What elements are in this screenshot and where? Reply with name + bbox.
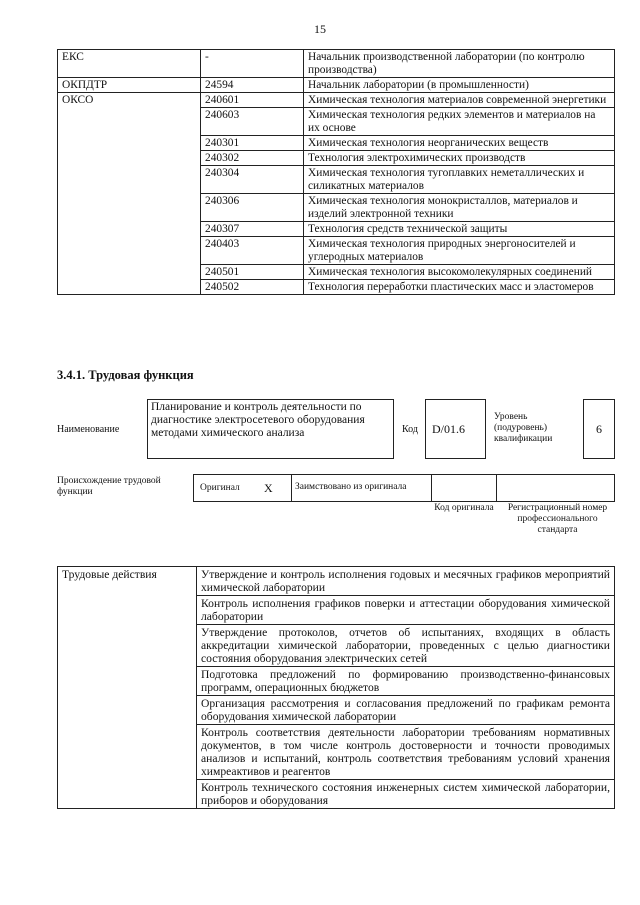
section-title: 3.4.1. Трудовая функция [57,368,194,382]
labor-action-item: Контроль соответствия деятельности лаборатории требованиям нормативных документов, в том числе контроль достоверности и точности проводимых анализов и испытаний, контроль соответствия требованиям условий хранения химреактивов и реагентов [197,725,615,780]
classifier-code: 240306 [201,194,304,222]
labor-action-row [58,567,615,596]
level-label: Уровень (подуровень) квалификации [494,412,553,444]
classifier-title: Химическая технология материалов современной энергетики [304,93,615,108]
labor-action-item: Утверждение и контроль исполнения годовых и месячных графиков мероприятий химической лаборатории [197,567,615,596]
page-number: 15 [314,22,326,36]
code-original-cell [431,474,497,502]
origin-label: Происхождение трудовой функции [57,476,161,497]
classifier-title: Начальник лаборатории (в промышленности) [304,78,615,93]
function-code: D/01.6 [425,399,486,459]
borrowed-cell [291,474,432,502]
classifier-code: 240307 [201,222,304,237]
classifier-title: Технология электрохимических производств [304,151,615,166]
function-name: Планирование и контроль деятельности по диагностике электросетевого оборудования методами химического анализа [147,399,394,459]
classifier-code: 240601 [201,93,304,108]
classifier-title: Химическая технология редких элементов и материалов на их основе [304,108,615,136]
classifier-name: ОКСО [58,93,201,295]
classifier-title: Химическая технология монокристаллов, материалов и изделий электронной техники [304,194,615,222]
original-mark: X [264,481,273,495]
classifier-title: Химическая технология высокомолекулярных соединений [304,265,615,280]
classifier-code: 240403 [201,237,304,265]
classifier-name: ЕКС [58,50,201,78]
classifier-row [58,78,615,93]
classifier-code: 240301 [201,136,304,151]
original-label: Оригинал [200,483,240,493]
classifier-table [57,49,615,295]
original-cell [193,474,292,502]
classifier-row [58,93,615,108]
classifier-code: 240603 [201,108,304,136]
labor-action-item: Утверждение протоколов, отчетов об испытаниях, входящих в область аккредитации химической лаборатории, проведенных с целью диагностики состояния оборудования электрических сетей [197,625,615,667]
classifier-name: ОКПДТР [58,78,201,93]
labor-action-item: Контроль исполнения графиков поверки и аттестации оборудования химической лаборатории [197,596,615,625]
classifier-code: 240302 [201,151,304,166]
labor-actions-label: Трудовые действия [58,567,197,809]
labor-action-item: Подготовка предложений по формированию производственно-финансовых программ, операционных бюджетов [197,667,615,696]
classifier-title: Химическая технология природных энергоносителей и углеродных материалов [304,237,615,265]
classifier-code: 240502 [201,280,304,295]
borrowed-label: Заимствовано из оригинала [295,482,407,492]
classifier-code: 240501 [201,265,304,280]
classifier-title: Химическая технология неорганических веществ [304,136,615,151]
labor-actions-table [57,566,615,809]
labor-action-item: Организация рассмотрения и согласования предложений по графикам ремонта оборудования химической лаборатории [197,696,615,725]
classifier-title: Начальник производственной лаборатории (по контролю производства) [304,50,615,78]
classifier-code: 24594 [201,78,304,93]
reg-number-label: Регистрационный номер профессионального стандарта [507,503,608,535]
code-label: Код [402,424,418,435]
classifier-row [58,50,615,78]
level-value: 6 [583,399,615,459]
code-original-label: Код оригинала [434,503,494,513]
classifier-title: Технология средств технической защиты [304,222,615,237]
classifier-code: - [201,50,304,78]
classifier-code: 240304 [201,166,304,194]
reg-number-cell [496,474,615,502]
classifier-title: Химическая технология тугоплавких неметаллических и силикатных материалов [304,166,615,194]
labor-action-item: Контроль технического состояния инженерных систем химической лаборатории, приборов и оборудования [197,780,615,809]
classifier-title: Технология переработки пластических масс и эластомеров [304,280,615,295]
name-label: Наименование [57,424,120,435]
